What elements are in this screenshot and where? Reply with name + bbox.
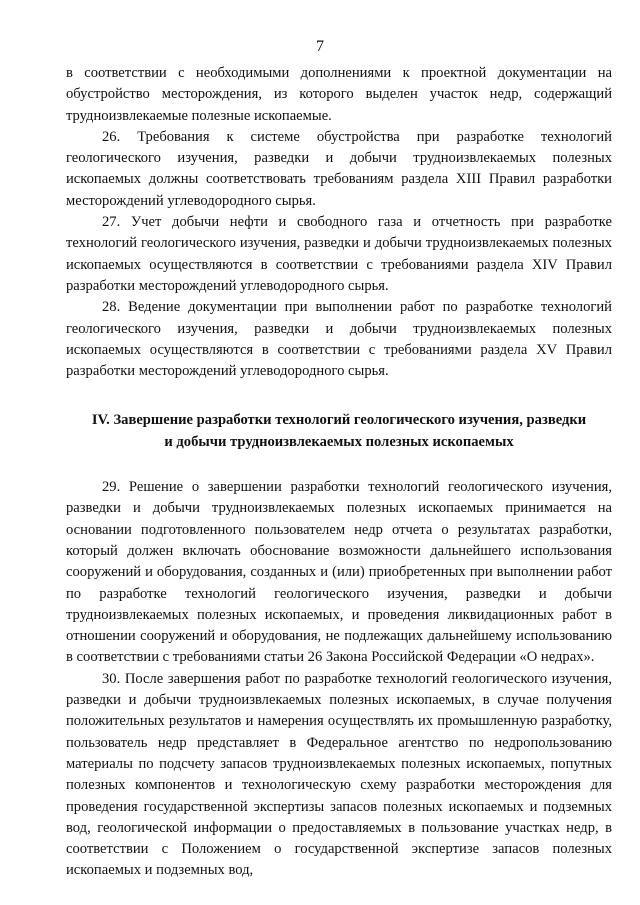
section-heading bbox=[66, 410, 612, 453]
paragraph-continuation: в соответствии с необходимыми дополнениями к проектной документации на обустройство месторождения, из которого выделен участок недр, содержащий трудноизвлекаемые полезные ископаемые. bbox=[66, 65, 612, 124]
document-body bbox=[66, 63, 612, 882]
paragraph-28: 28. Ведение документации при выполнении работ по разработке технологий геологического изучения, разведки и добычи трудноизвлекаемых полезных ископаемых осуществляются в соответствии с требованиями раздела XV Правил разработки месторождений углеводородного сырья. bbox=[66, 299, 612, 380]
paragraph-27: 27. Учет добычи нефти и свободного газа и отчетность при разработке технологий геологического изучения, разведки и добычи трудноизвлекаемых полезных ископаемых осуществляются в соответствии с требованиями раздела XIV Правил разработки месторождений углеводородного сырья. bbox=[66, 214, 612, 294]
section-heading-line-1: IV. Завершение разработки технологий геологического изучения, разведки bbox=[91, 412, 587, 429]
paragraph-29: 29. Решение о завершении разработки технологий геологического изучения, разведки и добычи трудноизвлекаемых полезных ископаемых принимается на основании подготовленного пользователем недр отчета о результатах разработки, который должен включать обоснование возможности дальнейшего использования сооружений и оборудования, созданных и (или) приобретенных при выполнении работ по разработке технологий геологического изучения, разведки и добычи трудноизвлекаемых полезных ископаемых, и проведения ликвидационных работ в отношении сооружений и оборудования, не подлежащих дальнейшему использованию в соответствии с требованиями статьи 26 Закона Российской Федерации «О недрах». bbox=[66, 479, 612, 666]
paragraph-30: 30. После завершения работ по разработке технологий геологического изучения, разведки и добычи трудноизвлекаемых полезных ископаемых, в случае получения положительных результатов и намерения осуществлять их промышленную разработку, пользователь недр представляет в Федеральное агентство по недропользованию материалы по подсчету запасов трудноизвлекаемых полезных ископаемых, попутных полезных компонентов и технологическую схему разработки месторождения для проведения государственной экспертизы запасов полезных ископаемых и подземных вод, геологической информации о предоставляемых в пользование участках недр, в соответствии с Положением о государственной экспертизе запасов полезных ископаемых и подземных вод, bbox=[66, 670, 612, 879]
page-number: 7 bbox=[316, 38, 324, 55]
section-heading-line-2: и добычи трудноизвлекаемых полезных ископаемых bbox=[164, 433, 514, 450]
paragraph-26: 26. Требования к системе обустройства при разработке технологий геологического изучения, разведки и добычи трудноизвлекаемых полезных ископаемых должны соответствовать требованиям раздела XIII Правил разработки месторождений углеводородного сырья. bbox=[66, 128, 612, 209]
